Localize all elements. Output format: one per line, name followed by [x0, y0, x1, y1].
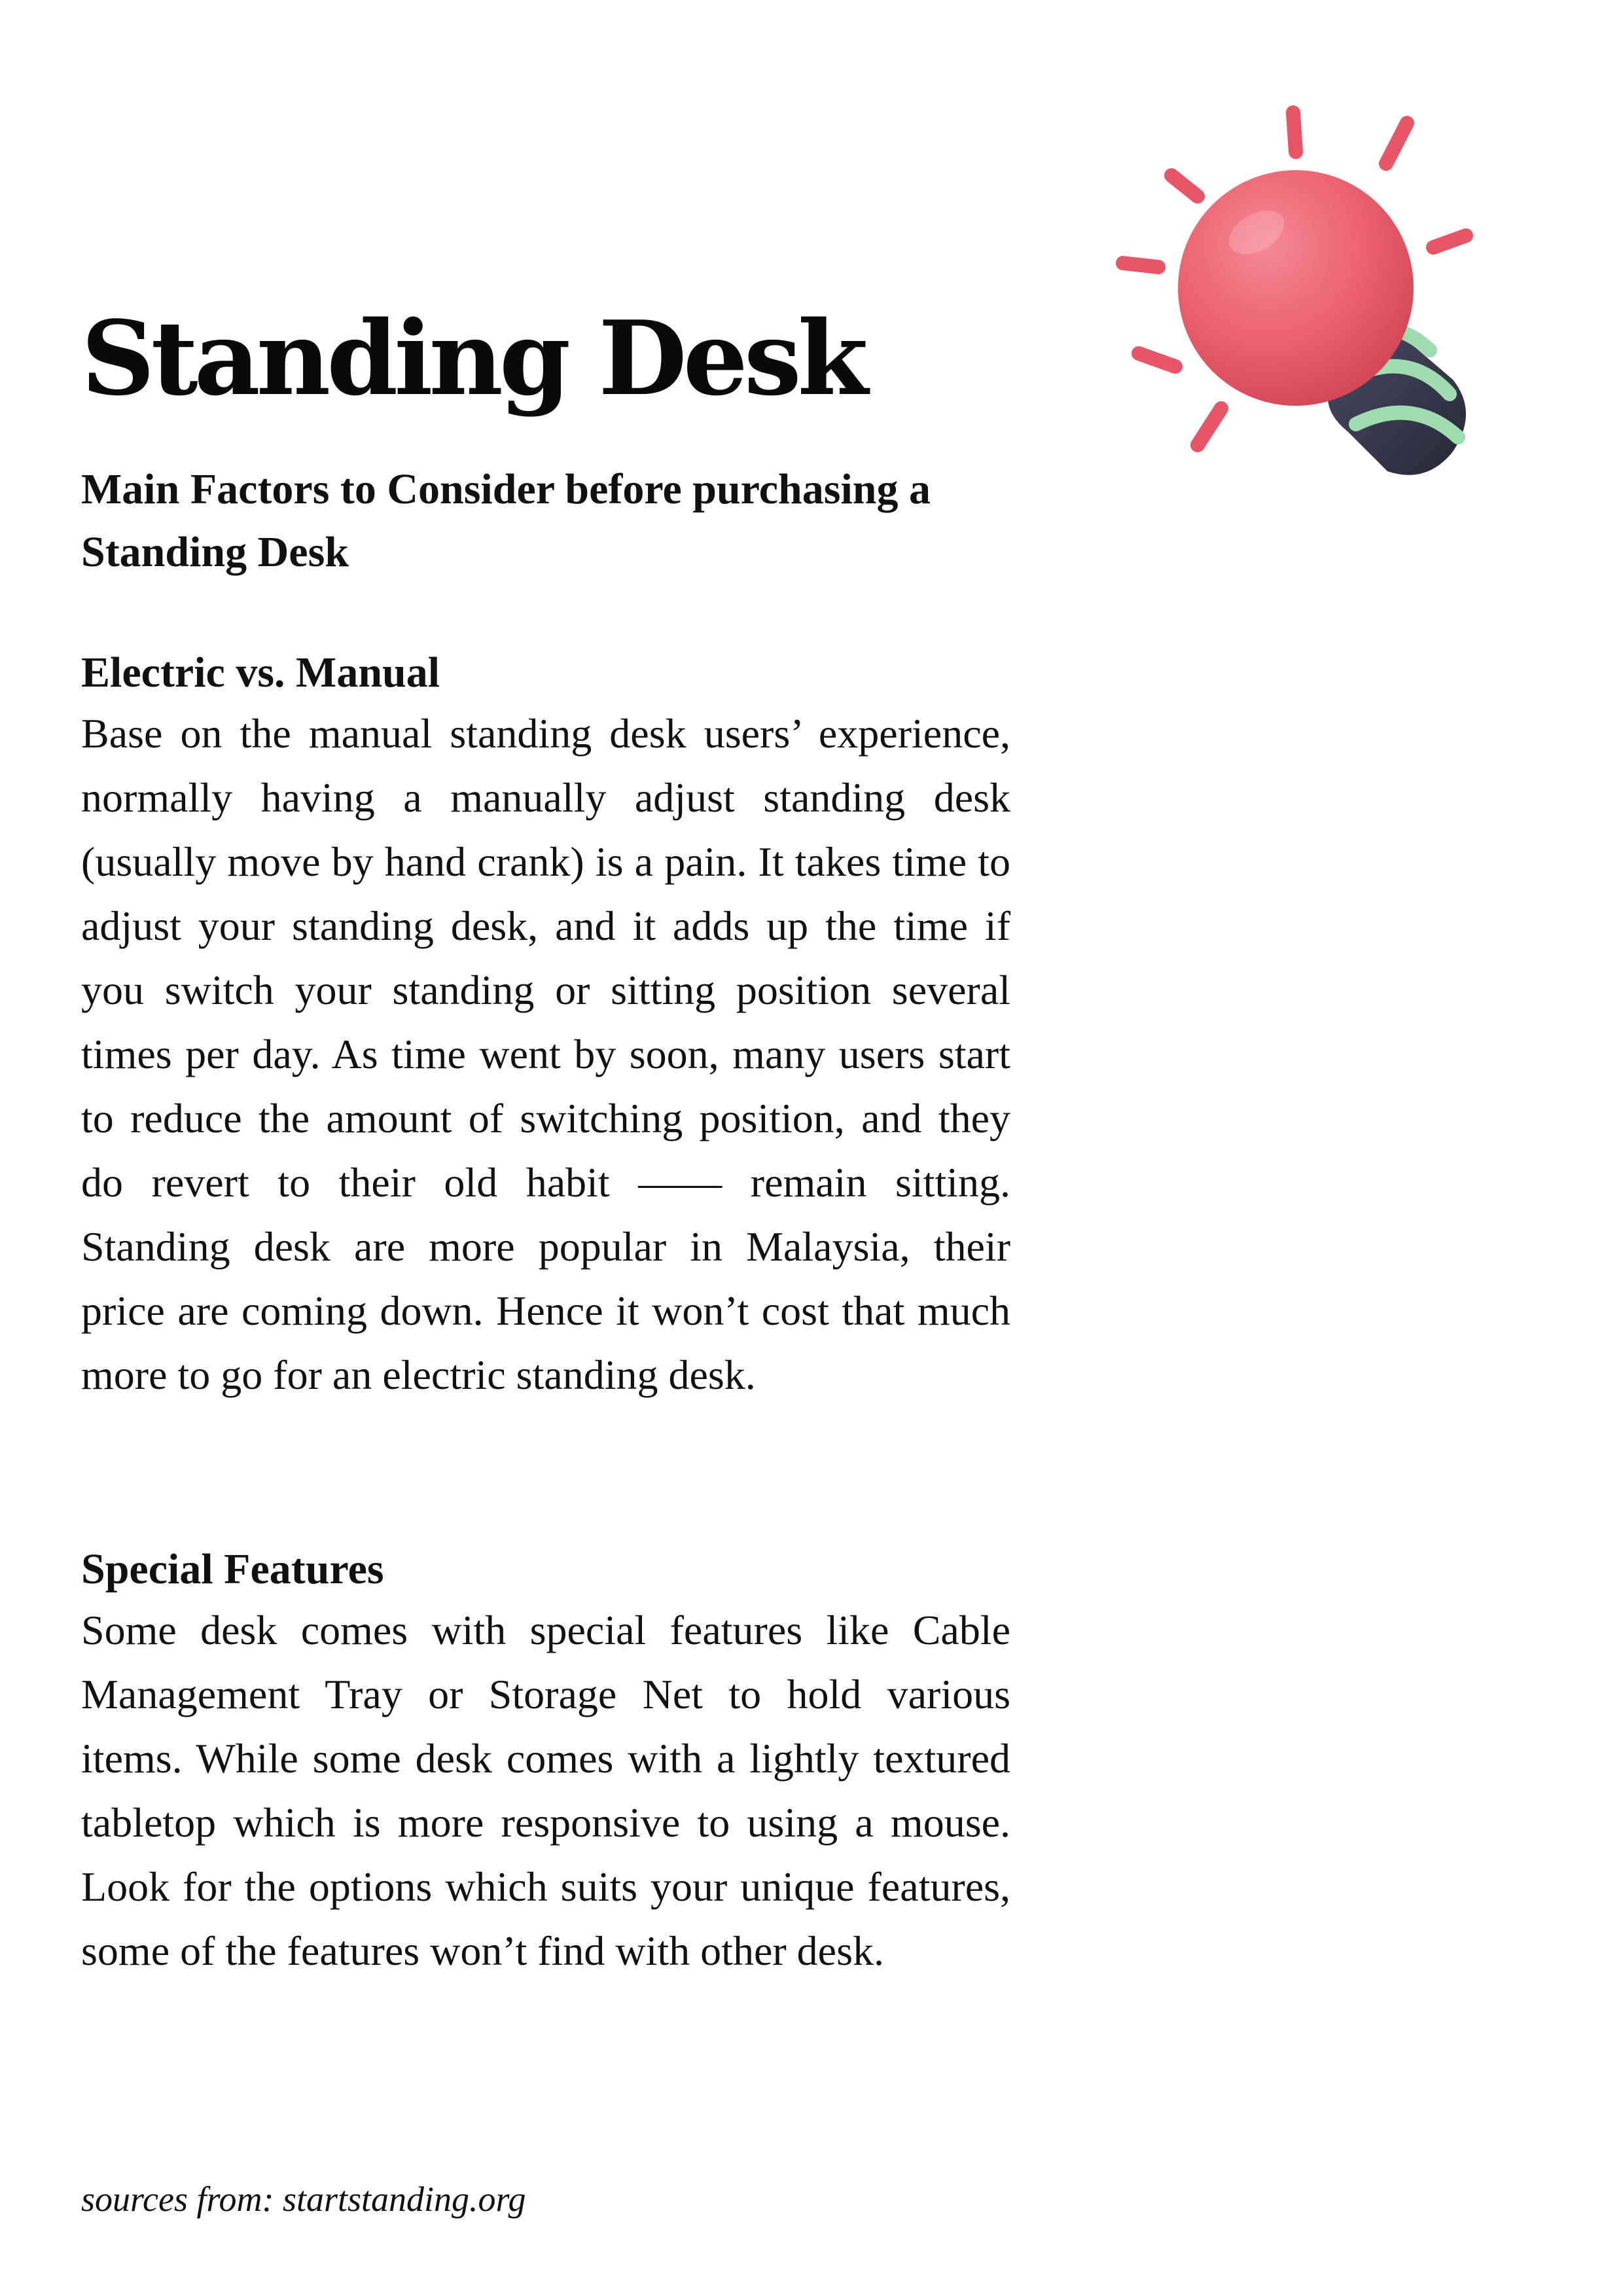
bulb-glass — [1178, 170, 1414, 406]
page-title: Standing Desk — [81, 298, 865, 418]
section-body-special-features: Some desk comes with special features like Cable Management Tray or Storage Net to hold various items. While some desk comes with a lightly textured tabletop which is more responsive to using a mouse. Look for the options which suits your unique features, some of the features won’t find with other desk. — [81, 1607, 1010, 1974]
section-body-electric-vs-manual: Base on the manual standing desk users’ experience, normally having a manually adjust standing desk (usually move by hand crank) is a pain. It takes time to adjust your standing desk, and it adds up the time if you switch your standing or sitting position several times per day. As time went by soon, many users start to reduce the amount of switching position, and they do revert to their old habit —— remain sitting. Standing desk are more popular in Malaysia, their price are coming down. Hence it won’t cost that much more to go for an electric standing desk. — [81, 710, 1010, 1398]
ray — [1171, 175, 1198, 196]
source-credit: sources from: startstanding.org — [81, 2179, 526, 2219]
ray — [1293, 113, 1296, 152]
section-heading-electric-vs-manual: Electric vs. Manual — [81, 649, 440, 696]
ray — [1198, 408, 1221, 445]
lightbulb-icon — [1099, 98, 1505, 530]
ray — [1433, 236, 1466, 247]
ray — [1123, 263, 1158, 267]
section-heading-special-features: Special Features — [81, 1545, 384, 1593]
ray — [1386, 123, 1407, 164]
ray — [1139, 353, 1175, 367]
page-subtitle: Main Factors to Consider before purchasing a Standing Desk — [81, 465, 931, 576]
